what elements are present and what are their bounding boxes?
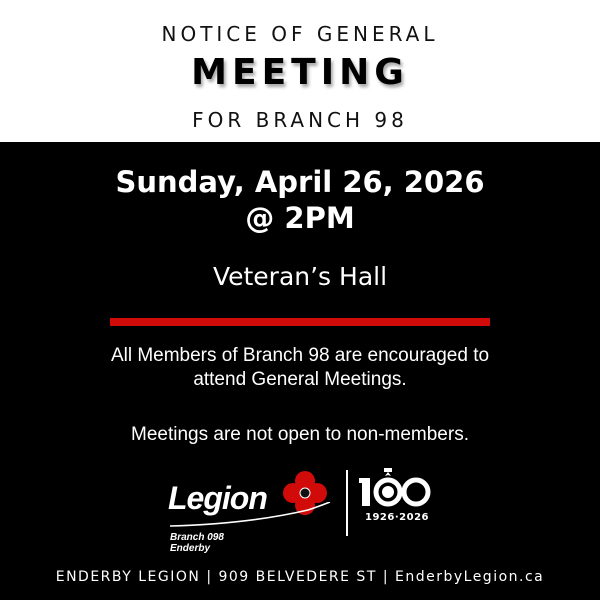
event-date: Sunday, April 26, 2026: [115, 165, 485, 199]
meeting-heading: MEETING: [191, 52, 409, 93]
encouragement-line-2: attend General Meetings.: [193, 369, 407, 390]
branch-location: Enderby: [170, 543, 211, 554]
event-venue: Veteran’s Hall: [212, 262, 388, 291]
members-encouragement: [0, 344, 600, 392]
centennial-100-emblem: [358, 464, 434, 534]
red-divider: [110, 318, 490, 326]
members-only-notice: Meetings are not open to non-members.: [131, 424, 469, 445]
legion-logo: [168, 462, 438, 557]
event-datetime: [0, 164, 600, 236]
header-panel: [0, 0, 600, 142]
centennial-years: 1926·2026: [365, 512, 429, 523]
branch-number: Branch 098: [170, 532, 224, 543]
footer-contact: ENDERBY LEGION | 909 BELVEDERE ST | EnderbyLegion.ca: [55, 569, 545, 585]
notice-heading: NOTICE OF GENERAL: [161, 22, 439, 46]
encouragement-line-1: All Members of Branch 98 are encouraged to: [110, 345, 490, 366]
legion-wordmark: Legion: [168, 480, 267, 516]
branch-subtitle: [170, 532, 224, 554]
logo-divider: [346, 470, 348, 536]
event-time: @ 2PM: [245, 201, 355, 235]
branch-heading: FOR BRANCH 98: [192, 108, 408, 132]
logo-swoosh: [168, 502, 333, 532]
